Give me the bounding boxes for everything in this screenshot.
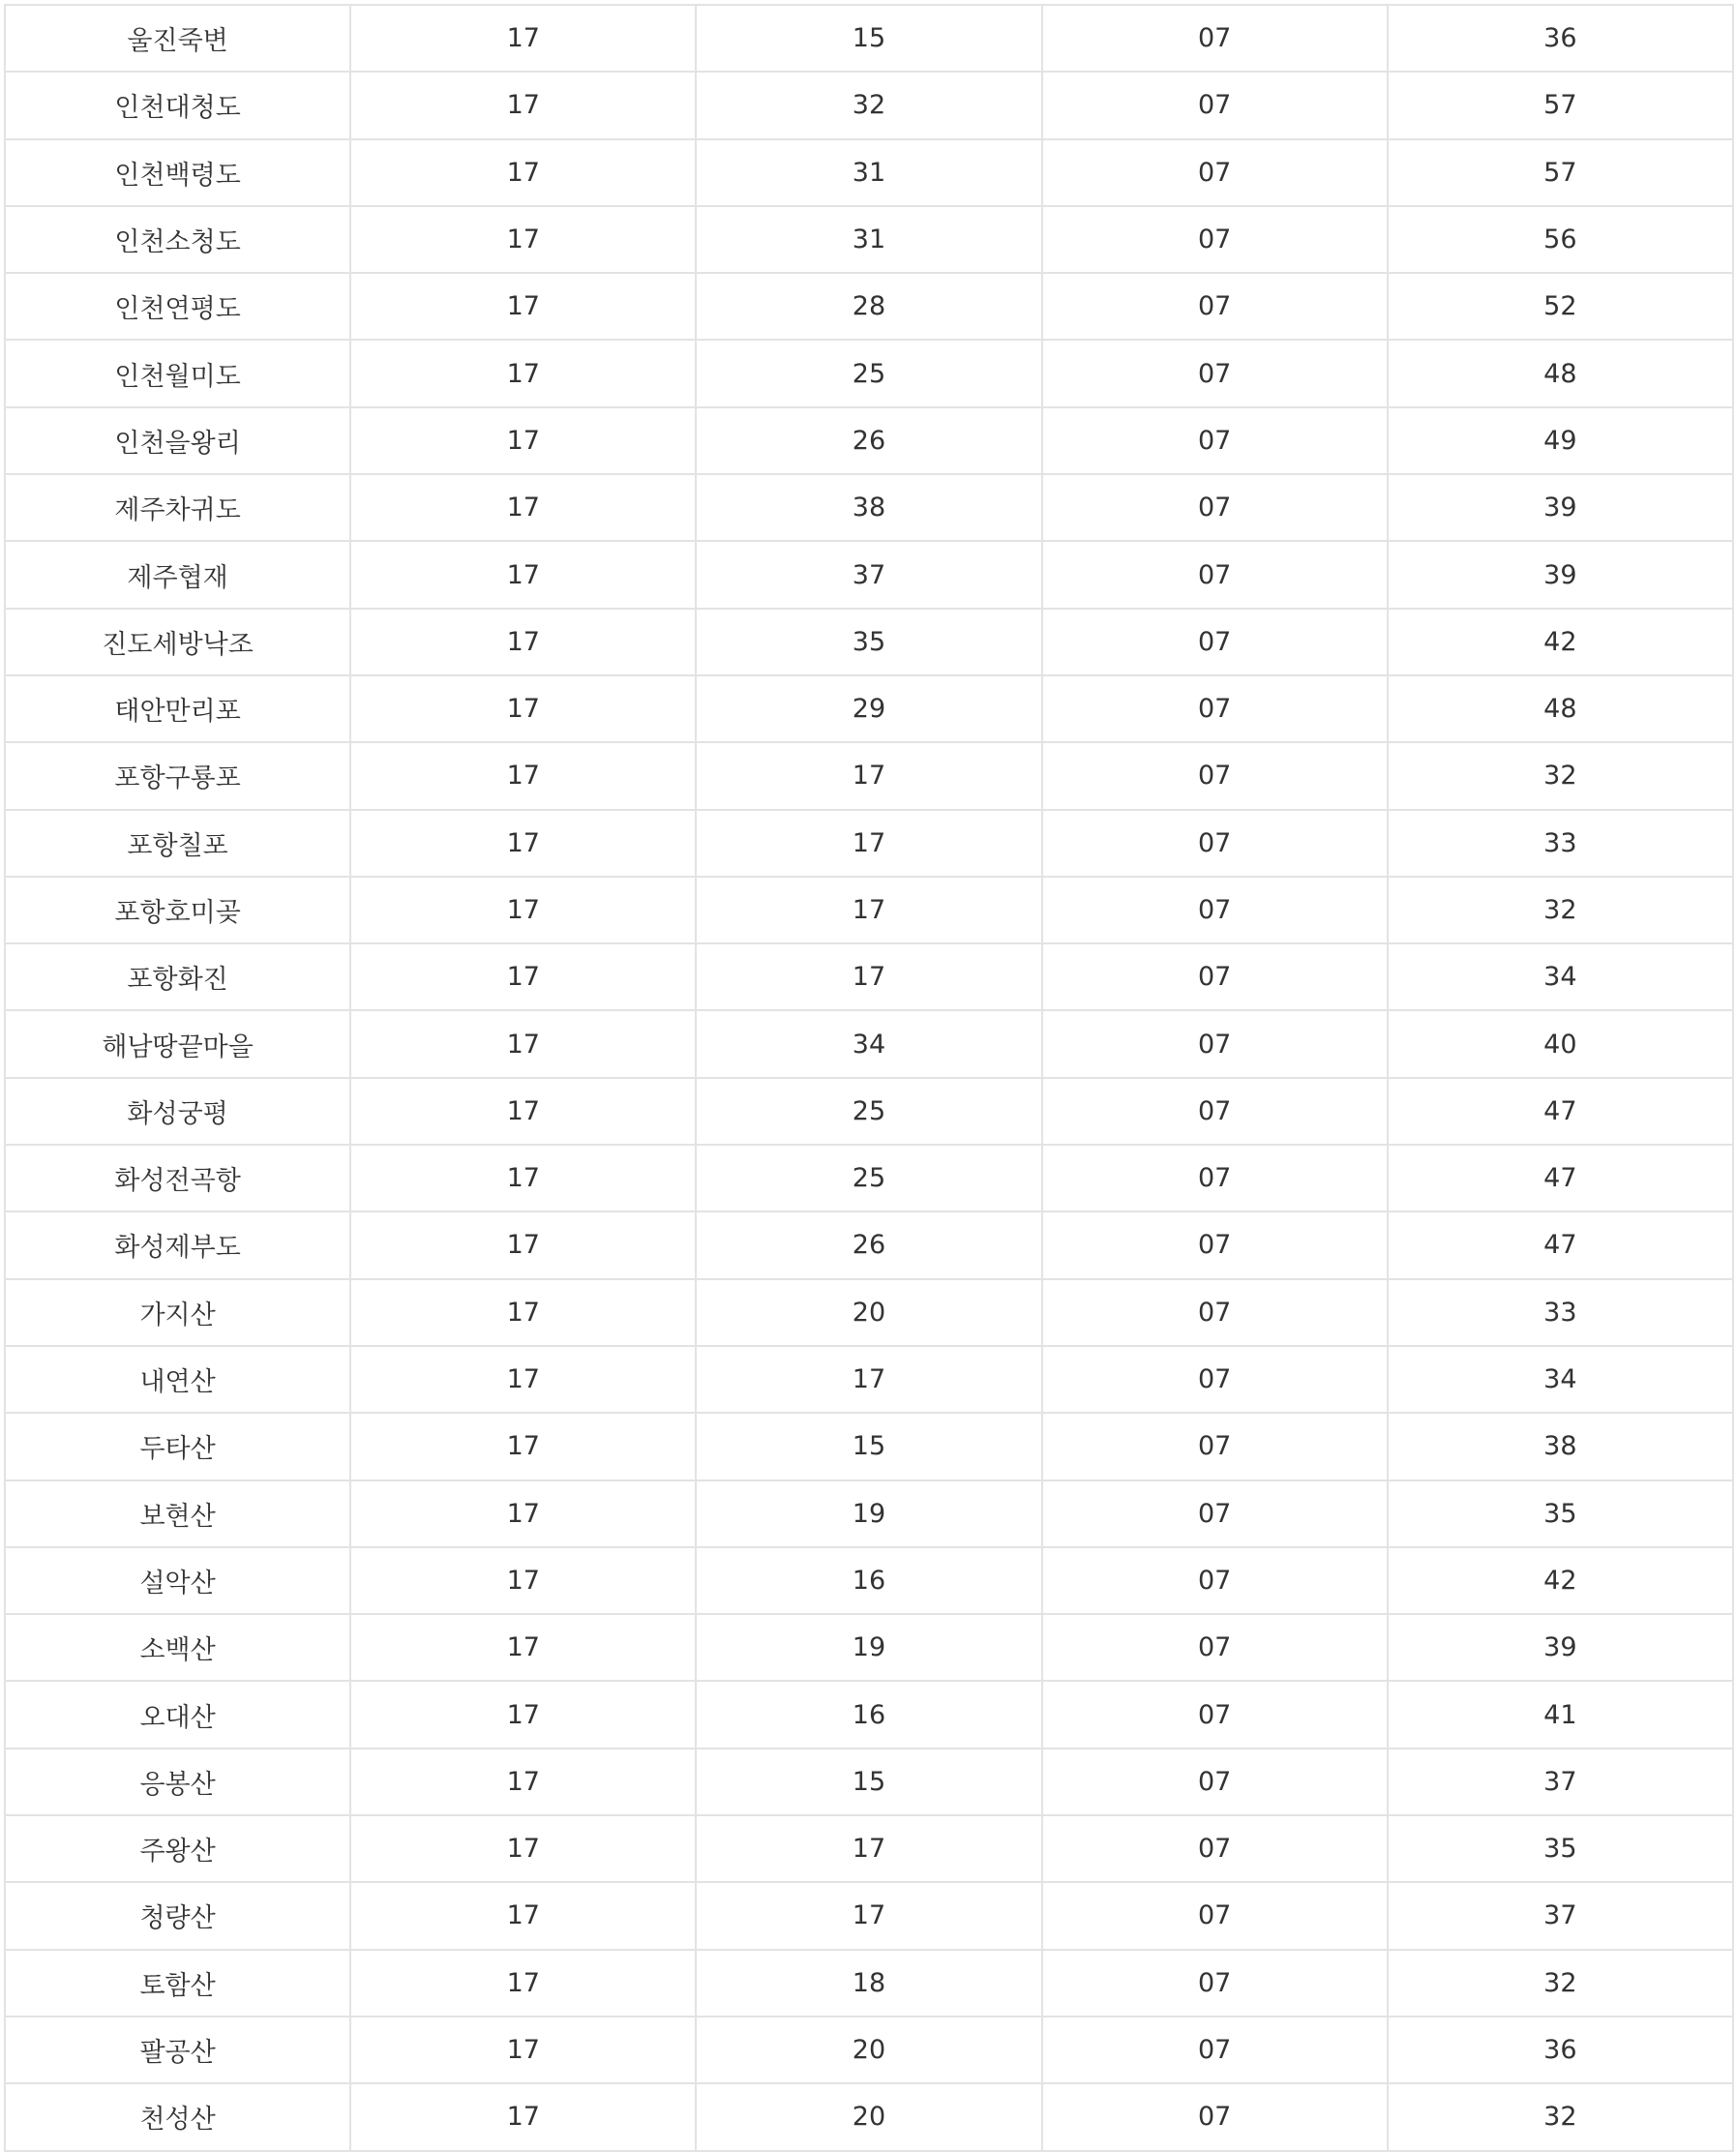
value-cell-3: 07 [1042,609,1388,675]
value-cell-2: 31 [696,139,1041,206]
value-cell-4: 48 [1388,675,1733,742]
value-cell-2: 16 [696,1547,1041,1614]
value-cell-4: 34 [1388,943,1733,1010]
value-cell-1: 17 [350,5,696,72]
value-cell-4: 39 [1388,474,1733,541]
value-cell-2: 17 [696,943,1041,1010]
value-cell-2: 15 [696,1748,1041,1815]
table-row [5,810,1733,877]
value-cell-4: 42 [1388,609,1733,675]
value-cell-1: 17 [350,609,696,675]
location-cell: 포항호미곶 [5,877,350,943]
value-cell-1: 17 [350,1950,696,2017]
value-cell-4: 38 [1388,1413,1733,1480]
table-row [5,877,1733,943]
value-cell-1: 17 [350,1882,696,1949]
value-cell-2: 17 [696,1346,1041,1413]
value-cell-4: 37 [1388,1748,1733,1815]
table-row [5,340,1733,406]
value-cell-4: 33 [1388,810,1733,877]
table-row [5,1815,1733,1882]
value-cell-4: 39 [1388,1614,1733,1681]
value-cell-2: 37 [696,541,1041,608]
value-cell-1: 17 [350,943,696,1010]
value-cell-3: 07 [1042,72,1388,138]
value-cell-2: 17 [696,742,1041,809]
value-cell-4: 34 [1388,1346,1733,1413]
value-cell-2: 35 [696,609,1041,675]
value-cell-4: 41 [1388,1681,1733,1748]
value-cell-1: 17 [350,1413,696,1480]
value-cell-2: 20 [696,1279,1041,1346]
value-cell-2: 38 [696,474,1041,541]
location-cell: 토함산 [5,1950,350,2017]
value-cell-3: 07 [1042,206,1388,273]
location-cell: 포항구룡포 [5,742,350,809]
value-cell-4: 32 [1388,2083,1733,2150]
value-cell-4: 57 [1388,139,1733,206]
table-row [5,72,1733,138]
value-cell-2: 29 [696,675,1041,742]
value-cell-3: 07 [1042,1480,1388,1547]
table-row [5,675,1733,742]
table-row [5,139,1733,206]
value-cell-3: 07 [1042,1614,1388,1681]
table-row [5,1748,1733,1815]
value-cell-3: 07 [1042,810,1388,877]
location-cell: 포항화진 [5,943,350,1010]
location-cell: 인천월미도 [5,340,350,406]
value-cell-1: 17 [350,1748,696,1815]
table-row [5,1211,1733,1278]
location-cell: 화성궁평 [5,1078,350,1145]
location-cell: 제주협재 [5,541,350,608]
table-row [5,943,1733,1010]
value-cell-4: 36 [1388,5,1733,72]
table-body [5,5,1733,2151]
location-cell: 인천연평도 [5,273,350,340]
value-cell-1: 17 [350,2017,696,2083]
table-row [5,1882,1733,1949]
table-row [5,5,1733,72]
value-cell-1: 17 [350,675,696,742]
value-cell-1: 17 [350,1211,696,1278]
data-table [4,4,1734,2152]
location-cell: 인천대청도 [5,72,350,138]
value-cell-3: 07 [1042,1145,1388,1211]
value-cell-3: 07 [1042,1681,1388,1748]
value-cell-3: 07 [1042,943,1388,1010]
value-cell-2: 20 [696,2083,1041,2150]
value-cell-3: 07 [1042,1547,1388,1614]
value-cell-2: 32 [696,72,1041,138]
value-cell-1: 17 [350,340,696,406]
value-cell-4: 33 [1388,1279,1733,1346]
value-cell-1: 17 [350,1145,696,1211]
value-cell-3: 07 [1042,1413,1388,1480]
value-cell-3: 07 [1042,742,1388,809]
location-cell: 인천소청도 [5,206,350,273]
value-cell-1: 17 [350,1279,696,1346]
value-cell-1: 17 [350,2083,696,2150]
value-cell-2: 15 [696,5,1041,72]
value-cell-2: 25 [696,1145,1041,1211]
location-cell: 포항칠포 [5,810,350,877]
value-cell-3: 07 [1042,5,1388,72]
location-cell: 보현산 [5,1480,350,1547]
location-cell: 제주차귀도 [5,474,350,541]
value-cell-4: 57 [1388,72,1733,138]
location-cell: 울진죽변 [5,5,350,72]
value-cell-1: 17 [350,1815,696,1882]
value-cell-1: 17 [350,1078,696,1145]
value-cell-2: 31 [696,206,1041,273]
value-cell-2: 26 [696,407,1041,474]
value-cell-2: 17 [696,1882,1041,1949]
value-cell-1: 17 [350,206,696,273]
location-cell: 인천백령도 [5,139,350,206]
value-cell-4: 32 [1388,742,1733,809]
location-cell: 화성전곡항 [5,1145,350,1211]
value-cell-4: 32 [1388,1950,1733,2017]
table-row [5,1078,1733,1145]
location-cell: 소백산 [5,1614,350,1681]
table-row [5,1010,1733,1077]
location-cell: 두타산 [5,1413,350,1480]
value-cell-3: 07 [1042,474,1388,541]
value-cell-1: 17 [350,1681,696,1748]
value-cell-3: 07 [1042,1078,1388,1145]
value-cell-3: 07 [1042,340,1388,406]
location-cell: 내연산 [5,1346,350,1413]
value-cell-3: 07 [1042,1748,1388,1815]
value-cell-2: 18 [696,1950,1041,2017]
table-row [5,206,1733,273]
value-cell-1: 17 [350,742,696,809]
value-cell-4: 42 [1388,1547,1733,1614]
location-cell: 주왕산 [5,1815,350,1882]
value-cell-1: 17 [350,810,696,877]
value-cell-3: 07 [1042,1346,1388,1413]
value-cell-2: 26 [696,1211,1041,1278]
value-cell-4: 35 [1388,1815,1733,1882]
value-cell-1: 17 [350,1480,696,1547]
value-cell-3: 07 [1042,1211,1388,1278]
value-cell-4: 32 [1388,877,1733,943]
value-cell-3: 07 [1042,675,1388,742]
value-cell-1: 17 [350,139,696,206]
value-cell-1: 17 [350,273,696,340]
table-row [5,1480,1733,1547]
table-row [5,609,1733,675]
value-cell-4: 36 [1388,2017,1733,2083]
value-cell-3: 07 [1042,139,1388,206]
data-table-container [4,4,1732,2152]
value-cell-3: 07 [1042,1882,1388,1949]
value-cell-2: 20 [696,2017,1041,2083]
value-cell-1: 17 [350,1547,696,1614]
value-cell-4: 47 [1388,1211,1733,1278]
value-cell-3: 07 [1042,2083,1388,2150]
value-cell-4: 39 [1388,541,1733,608]
value-cell-4: 40 [1388,1010,1733,1077]
value-cell-3: 07 [1042,273,1388,340]
value-cell-4: 35 [1388,1480,1733,1547]
value-cell-1: 17 [350,1346,696,1413]
value-cell-2: 19 [696,1614,1041,1681]
location-cell: 진도세방낙조 [5,609,350,675]
location-cell: 청량산 [5,1882,350,1949]
value-cell-4: 47 [1388,1145,1733,1211]
table-row [5,2083,1733,2150]
location-cell: 천성산 [5,2083,350,2150]
value-cell-3: 07 [1042,877,1388,943]
table-row [5,1346,1733,1413]
value-cell-3: 07 [1042,541,1388,608]
table-row [5,2017,1733,2083]
table-row [5,1145,1733,1211]
table-row [5,407,1733,474]
value-cell-1: 17 [350,877,696,943]
value-cell-3: 07 [1042,1950,1388,2017]
table-row [5,1279,1733,1346]
table-row [5,474,1733,541]
value-cell-3: 07 [1042,1815,1388,1882]
location-cell: 응봉산 [5,1748,350,1815]
value-cell-2: 17 [696,810,1041,877]
table-row [5,1547,1733,1614]
value-cell-1: 17 [350,474,696,541]
value-cell-2: 25 [696,340,1041,406]
location-cell: 인천을왕리 [5,407,350,474]
table-row [5,273,1733,340]
value-cell-3: 07 [1042,1279,1388,1346]
value-cell-2: 34 [696,1010,1041,1077]
value-cell-2: 15 [696,1413,1041,1480]
value-cell-4: 49 [1388,407,1733,474]
value-cell-3: 07 [1042,2017,1388,2083]
location-cell: 화성제부도 [5,1211,350,1278]
value-cell-1: 17 [350,541,696,608]
value-cell-4: 47 [1388,1078,1733,1145]
value-cell-1: 17 [350,407,696,474]
value-cell-1: 17 [350,72,696,138]
value-cell-1: 17 [350,1010,696,1077]
value-cell-3: 07 [1042,407,1388,474]
table-row [5,1614,1733,1681]
value-cell-4: 37 [1388,1882,1733,1949]
location-cell: 태안만리포 [5,675,350,742]
location-cell: 해남땅끝마을 [5,1010,350,1077]
table-row [5,1950,1733,2017]
table-row [5,1413,1733,1480]
value-cell-4: 52 [1388,273,1733,340]
table-row [5,1681,1733,1748]
value-cell-3: 07 [1042,1010,1388,1077]
value-cell-2: 28 [696,273,1041,340]
location-cell: 가지산 [5,1279,350,1346]
table-row [5,742,1733,809]
value-cell-2: 16 [696,1681,1041,1748]
value-cell-2: 25 [696,1078,1041,1145]
table-row [5,541,1733,608]
value-cell-4: 56 [1388,206,1733,273]
value-cell-2: 19 [696,1480,1041,1547]
location-cell: 팔공산 [5,2017,350,2083]
value-cell-1: 17 [350,1614,696,1681]
value-cell-2: 17 [696,1815,1041,1882]
location-cell: 설악산 [5,1547,350,1614]
value-cell-2: 17 [696,877,1041,943]
value-cell-4: 48 [1388,340,1733,406]
location-cell: 오대산 [5,1681,350,1748]
